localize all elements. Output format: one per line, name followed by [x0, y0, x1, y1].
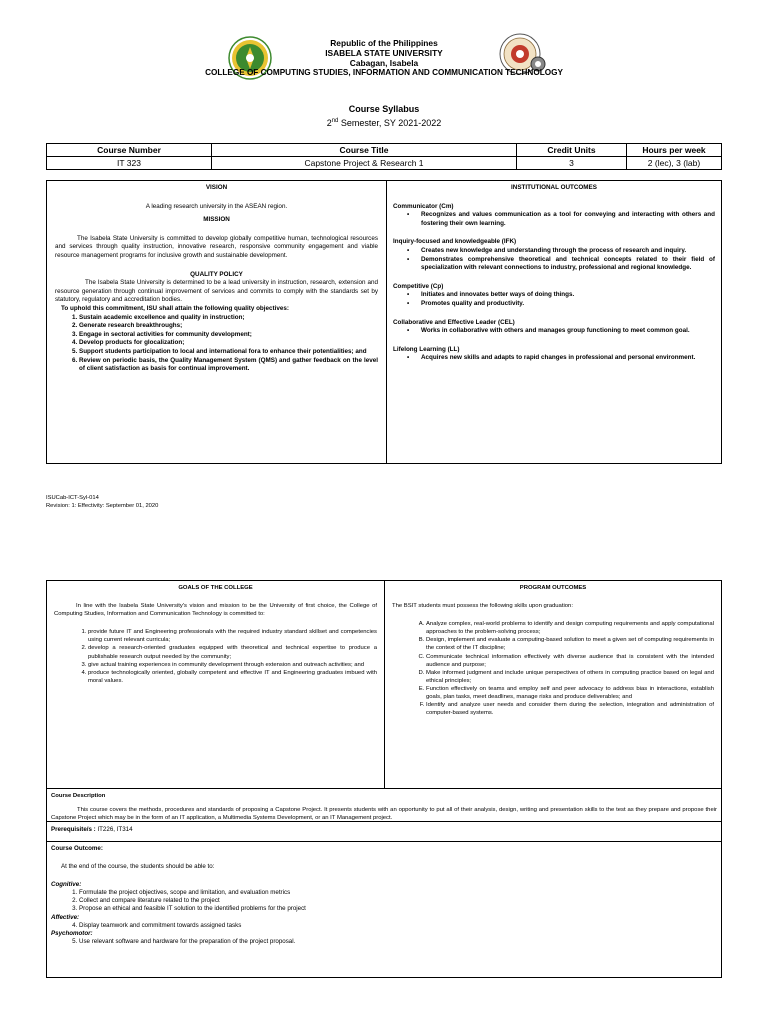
quality-policy-text: The Isabela State University is determined to be a lead university in instruction, research, extension and resource generation through continual improvement of services and commits to comply with the standards set by statutory, regulatory and accreditation bodies.	[55, 279, 378, 304]
outcome-group-title: Inquiry-focused and knowledgeable (IFK)	[393, 238, 517, 246]
vision-mission-box	[46, 180, 722, 464]
credit-units-cell: 3	[517, 157, 627, 170]
document-code: ISUCab-ICT-Syl-014	[46, 495, 99, 501]
list-item: 3. Engage in sectoral activities for community development;	[79, 331, 378, 340]
campus-name: Cabagan, Isabela	[349, 58, 419, 68]
list-item: • Recognizes and values communication as a tool for conveying and interacting with others and fostering their own learning.	[421, 211, 715, 228]
revision-info	[46, 494, 158, 510]
effectivity-date: Revision: 1: Effectivity: September 01, 2020	[46, 503, 159, 509]
course-outcome-intro: At the end of the course, the students should be able to:	[61, 863, 215, 871]
college-name: COLLEGE OF COMPUTING STUDIES, INFORMATION AND COMMUNICATION TECHNOLOGY	[205, 68, 563, 77]
program-outcomes-intro: The BSIT students must possess the following skills upon graduation:	[392, 603, 573, 610]
vision-heading: VISION	[205, 184, 228, 191]
list-item: F. Identify and analyze user needs and consider them during the selection, integration and administration of computer-based systems.	[426, 701, 714, 717]
quality-objectives-intro: To uphold this commitment, ISU shall attain the following quality objectives:	[61, 304, 289, 312]
list-item: 5. Use relevant software and hardware for the preparation of the project proposal.	[79, 938, 717, 946]
course-info-table	[46, 143, 722, 170]
program-outcomes-list	[392, 620, 714, 717]
list-item: • Works in collaborative with others and manages group functioning to meet common goal.	[421, 327, 715, 336]
outcome-group-title: Competitive (Cp)	[393, 282, 444, 290]
list-item: • Initiates and innovates better ways of doing things.	[421, 291, 715, 300]
college-goals-intro: In line with the Isabela State University's vision and mission to be the University of first choice, the College of Computing Studies, Information and Communication Technology is committed to:	[54, 603, 377, 618]
mission-text: The Isabela State University is committed to develop globally competitive human, technological resources and services through quality instruction, innovative research, responsive community engagement and viable resource management programs for inclusive growth and sustainable development.	[55, 234, 378, 259]
outcome-group-list	[393, 327, 715, 336]
outcome-group-title: Communicator (Cm)	[393, 202, 454, 210]
outcome-group-list	[393, 354, 715, 363]
college-goals-list	[54, 628, 377, 685]
list-item: • Promotes quality and productivity.	[421, 300, 715, 309]
course-outcome-box	[46, 842, 722, 978]
list-item: 6. Review on periodic basis, the Quality Management System (QMS) and gather feedback on the level of client satisfaction as basis for continual improvement.	[79, 357, 378, 374]
document-header	[0, 38, 768, 78]
outcome-group-list	[393, 291, 715, 308]
hours-header: Hours per week	[627, 144, 722, 157]
list-item: 4. produce technologically oriented, globally competent and effective IT and Engineering graduates imbued with moral values.	[88, 669, 377, 685]
list-item: 5. Support students participation to local and international fora to enhance their potentialities; and	[79, 348, 378, 357]
course-title-header: Course Title	[212, 144, 517, 157]
college-goals-heading: GOALS OF THE COLLEGE	[178, 585, 253, 591]
list-item: A. Analyze complex, real-world problems to identify and design computing requirements and apply computational approaches to the problem-solving process;	[426, 620, 714, 636]
goals-outcomes-box	[46, 580, 722, 789]
table-row	[47, 157, 722, 170]
list-item: 1. Formulate the project objectives, scope and limitation, and evaluation metrics	[79, 889, 717, 897]
cognitive-list	[51, 889, 717, 913]
list-item: 2. Generate research breakthroughs;	[79, 322, 378, 331]
prerequisite-box	[46, 822, 722, 842]
list-item: B. Design, implement and evaluate a computing-based solution to meet a given set of computing requirements in the context of the IT discipline;	[426, 636, 714, 652]
hours-cell: 2 (lec), 3 (lab)	[627, 157, 722, 170]
course-description-heading: Course Description	[51, 793, 106, 799]
institutional-outcomes-heading: INSTITUTIONAL OUTCOMES	[511, 184, 597, 191]
affective-list	[51, 922, 717, 930]
college-goals-column	[47, 581, 385, 788]
outcome-group-list	[393, 247, 715, 273]
psychomotor-list	[51, 938, 717, 946]
credit-units-header: Credit Units	[517, 144, 627, 157]
psychomotor-label: Psychomotor:	[51, 929, 93, 937]
course-description-text: This course covers the methods, procedures and standards of proposing a Capstone Project. It presents students with an opportunity to put all of their analysis, design, writing and presentation skills to the test as they prepare and propose their Capstone Project which may be in the form of an IT application, a Multimedia Systems Development, or an IT Management project.	[51, 807, 717, 822]
prerequisite-label: Prerequisite/s :	[51, 826, 96, 833]
page-title: Course Syllabus	[348, 104, 420, 114]
list-item: D. Make informed judgment and include unique perspectives of others in computing practice based on legal and ethical principles;	[426, 669, 714, 685]
program-outcomes-heading: PROGRAM OUTCOMES	[519, 585, 587, 591]
republic-line: Republic of the Philippines	[330, 38, 438, 48]
outcome-group-title: Lifelong Learning (LL)	[393, 345, 460, 353]
list-item: • Acquires new skills and adapts to rapid changes in professional and personal environment.	[421, 354, 715, 363]
semester-line: 2nd Semester, SY 2021-2022	[326, 118, 442, 128]
list-item: • Creates new knowledge and understanding through the process of research and inquiry.	[421, 247, 715, 256]
course-description-box	[46, 789, 722, 822]
vision-mission-column	[47, 181, 387, 463]
list-item: 2. Collect and compare literature related to the project	[79, 897, 717, 905]
list-item: 4. Develop products for glocalization;	[79, 339, 378, 348]
institutional-outcomes-column	[387, 181, 721, 463]
course-number-header: Course Number	[47, 144, 212, 157]
mission-heading: MISSION	[203, 216, 230, 224]
list-item: • Demonstrates comprehensive theoretical and technical concepts related to their field of specialization with relevant connections to industry, professional and regional knowledge.	[421, 256, 715, 273]
course-outcome-heading: Course Outcome:	[51, 845, 103, 852]
quality-policy-heading: QUALITY POLICY	[190, 270, 243, 278]
list-item: 3. give actual training experiences in community development through extension and outreach activities; and	[88, 661, 377, 669]
list-item: 2. develop a research-oriented graduates equipped with theoretical and technical expertise to produce a publishable research output needed by the community;	[88, 644, 377, 660]
affective-label: Affective:	[51, 913, 80, 921]
quality-objectives-list	[55, 314, 378, 374]
table-header-row	[47, 144, 722, 157]
list-item: 4. Display teamwork and commitment towards assigned tasks	[79, 922, 717, 930]
outcome-group-list	[393, 211, 715, 228]
program-outcomes-column	[385, 581, 721, 788]
cognitive-label: Cognitive:	[51, 881, 82, 889]
university-name: ISABELA STATE UNIVERSITY	[325, 48, 443, 58]
list-item: 1. Sustain academic excellence and quality in instruction;	[79, 314, 378, 323]
course-title-cell: Capstone Project & Research 1	[212, 157, 517, 170]
list-item: 1. provide future IT and Engineering professionals with the required industry standard skillset and competencies using current relevant curricula;	[88, 628, 377, 644]
list-item: C. Communicate technical information effectively with diverse audience that is consistent with the intended audience and purpose;	[426, 653, 714, 669]
prerequisite-value: IT226, IT314	[95, 826, 133, 833]
list-item: E. Function effectively on teams and employ self and peer advocacy to address bias in interactions, establish goals, plan tasks, meet deadlines, manage risks and produce deliverables; and	[426, 685, 714, 701]
vision-text: A leading research university in the ASEAN region.	[145, 202, 288, 210]
outcome-group-title: Collaborative and Effective Leader (CEL)	[393, 318, 515, 326]
list-item: 3. Propose an ethical and feasible IT solution to the identified problems for the project	[79, 905, 717, 913]
course-number-cell: IT 323	[47, 157, 212, 170]
